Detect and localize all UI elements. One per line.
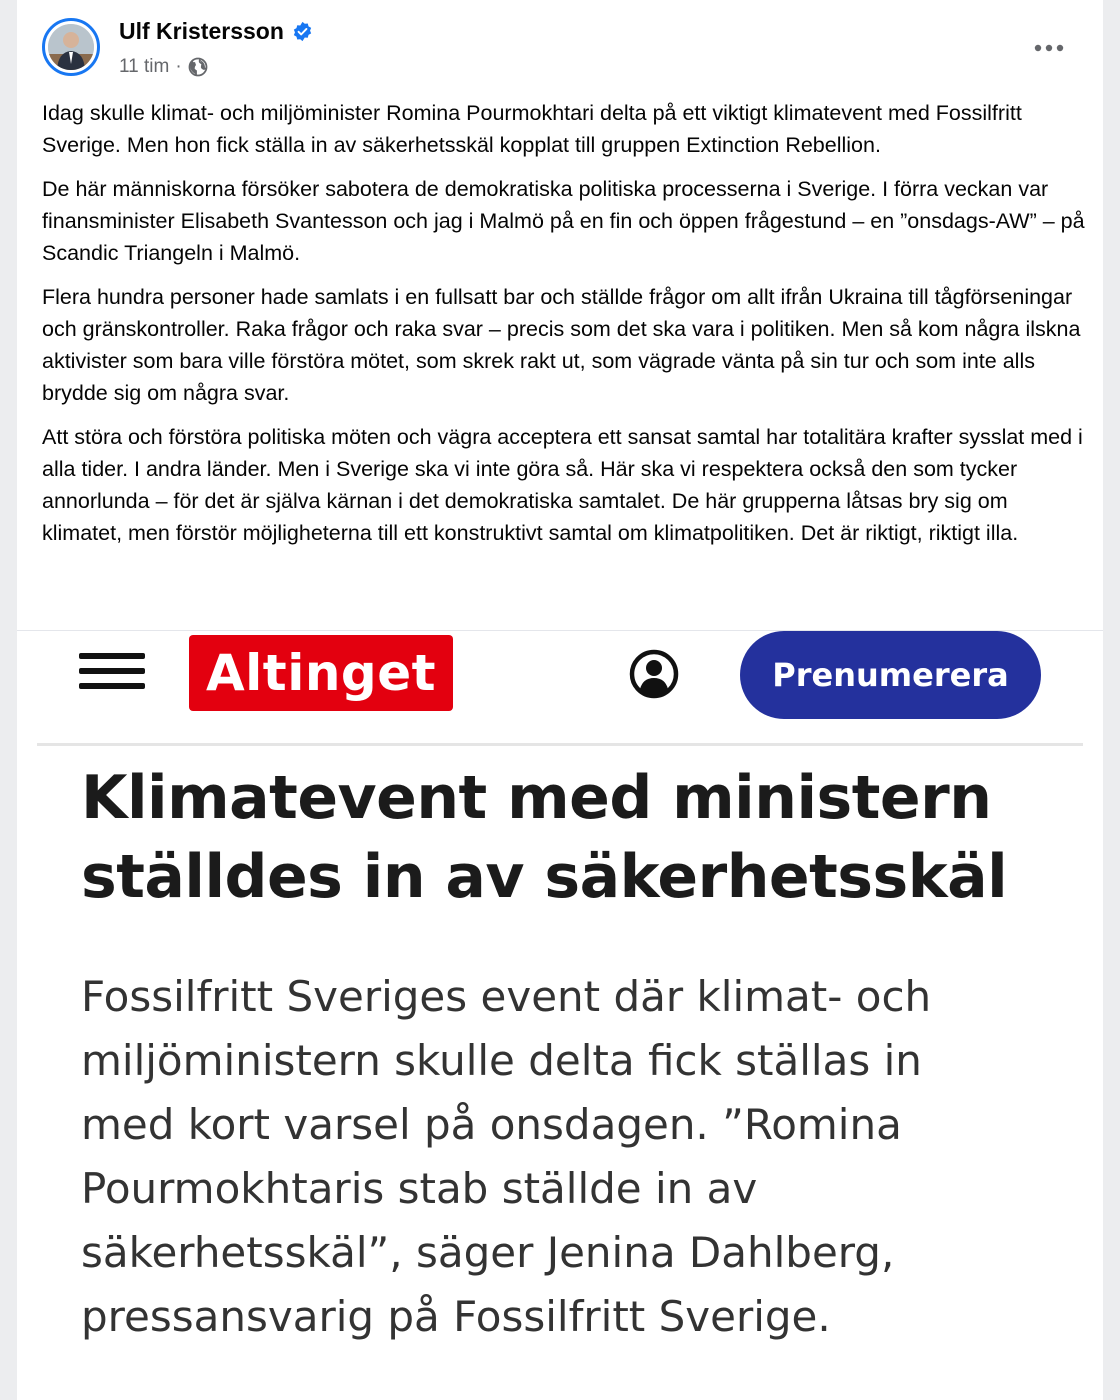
facebook-post-card bbox=[17, 0, 1103, 1400]
subscribe-button: Prenumerera bbox=[740, 631, 1041, 719]
article-headline bbox=[81, 759, 1041, 917]
headline-line: Klimatevent med ministern bbox=[81, 763, 992, 833]
avatar-photo bbox=[48, 24, 94, 70]
post-body bbox=[42, 97, 1087, 561]
lede-line: miljöministern skulle delta fick ställas in bbox=[81, 1036, 922, 1085]
post-timestamp[interactable]: 11 tim bbox=[119, 56, 170, 77]
post-paragraph: Att störa och förstöra politiska möten och vägra acceptera ett sansat samtal har totalitära krafter sysslat med i alla tider. I andra länder. Men i Sverige ska vi inte göra så. Här ska vi respektera också den som tycker annorlunda – för det är själva kärnan i det demokratiska samtalet. De här grupperna låtsas bry sig om klimatet, men förstör möjligheterna till ett konstruktivt samtal om klimatpolitiken. Det är riktigt, riktigt illa. bbox=[42, 425, 1083, 545]
lede-line: med kort varsel på onsdagen. ”Romina bbox=[81, 1100, 902, 1149]
article-lede bbox=[81, 965, 1081, 1349]
more-dots-icon bbox=[1034, 44, 1064, 52]
author-name-row bbox=[119, 18, 313, 45]
hamburger-menu-icon bbox=[79, 653, 145, 693]
lede-line: Fossilfritt Sveriges event där klimat- och bbox=[81, 972, 932, 1021]
altinget-logo: Altinget bbox=[189, 635, 453, 711]
meta-separator: · bbox=[175, 56, 182, 77]
header-divider bbox=[37, 743, 1083, 746]
user-account-icon bbox=[629, 649, 679, 699]
author-name[interactable]: Ulf Kristersson bbox=[119, 18, 284, 44]
lede-line: säkerhetsskäl”, säger Jenina Dahlberg, bbox=[81, 1228, 895, 1277]
lede-line: pressansvarig på Fossilfritt Sverige. bbox=[81, 1292, 831, 1341]
post-meta bbox=[119, 56, 208, 78]
post-paragraph: Flera hundra personer hade samlats i en fullsatt bar och ställde frågor om allt ifrån Ukraina till tågförseningar och gränskontroller. Raka frågor och raka svar – precis som det ska vara i politiken. Men så kom några ilskna aktivister som bara ville förstöra mötet, som skrek rakt ut, som vägrade vänta på sin tur och som inte alls brydde sig om några svar. bbox=[42, 285, 1081, 405]
verified-badge-icon bbox=[292, 21, 313, 42]
headline-line: ställdes in av säkerhetsskäl bbox=[81, 842, 1008, 912]
post-paragraph: De här människorna försöker sabotera de demokratiska politiska processerna i Sverige. I förra veckan var finansminister Elisabeth Svantesson och jag i Malmö på en fin och öppen frågestund – en ”onsdags-AW” – på Scandic Triangeln i Malmö. bbox=[42, 177, 1085, 265]
avatar[interactable] bbox=[42, 18, 100, 76]
more-options-button[interactable] bbox=[1021, 30, 1077, 66]
post-paragraph: Idag skulle klimat- och miljöminister Romina Pourmokhtari delta på ett viktigt klimatevent med Fossilfritt Sverige. Men hon fick ställa in av säkerhetsskäl kopplat till gruppen Extinction Rebellion. bbox=[42, 101, 1022, 157]
lede-line: Pourmokhtaris stab ställde in av bbox=[81, 1164, 758, 1213]
shared-article-image[interactable] bbox=[17, 630, 1103, 1400]
globe-icon[interactable] bbox=[188, 57, 208, 77]
